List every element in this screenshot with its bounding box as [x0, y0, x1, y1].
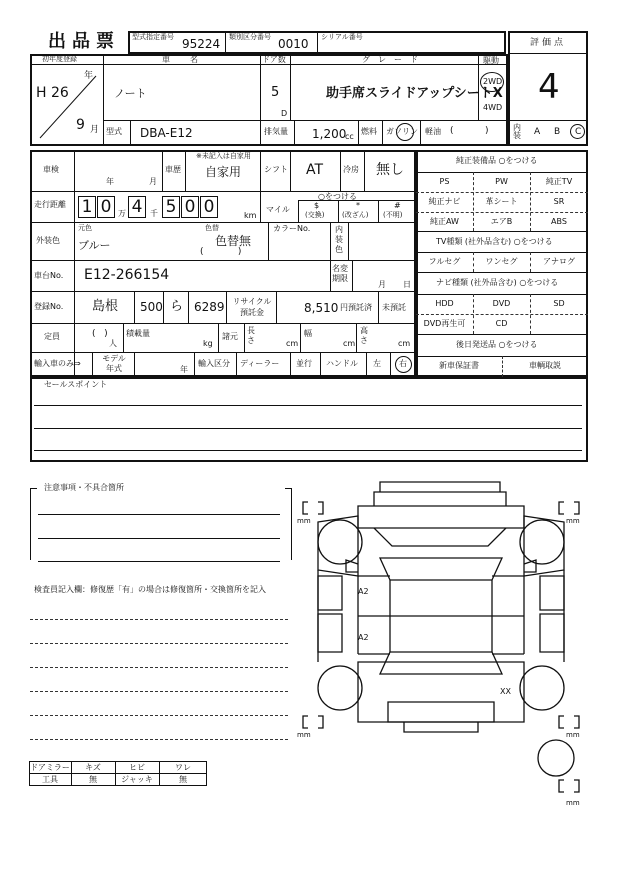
import-parallel[interactable]: 並行 [296, 359, 312, 368]
exchange-label: (交換) [305, 211, 325, 219]
first-reg-label: 初年度登録 [42, 55, 77, 63]
height-label: 高さ [360, 326, 368, 345]
chassis-label: 車台No. [34, 271, 64, 280]
score-value: 4 [538, 67, 560, 107]
name-label: 車名 [162, 55, 218, 64]
legend-jack: ジャッキ [121, 775, 153, 784]
details-grid [30, 150, 416, 377]
recycle-amount: 8,510 [304, 301, 339, 315]
tv-analog[interactable]: アナログ [543, 257, 575, 266]
chassis: E12-266154 [84, 267, 170, 283]
navi-title: ナビ種類 (社外品含む) ○をつける [436, 278, 559, 287]
later-manual[interactable]: 車輌取説 [529, 361, 561, 370]
mileage-digit: 0 [181, 196, 199, 218]
recycle-unit: 円預託済 [340, 303, 372, 312]
history-note: ※未記入は自家用 [196, 152, 251, 160]
exchange-mark: $ [314, 201, 320, 210]
reg-month: 9 [76, 117, 85, 133]
exterior-color: ブルー [78, 239, 111, 252]
equip-leather-seat[interactable]: 革シート [485, 197, 518, 206]
tampered-label: (改ざん) [342, 211, 369, 219]
handle-left[interactable]: 左 [373, 359, 381, 368]
sen-unit: 千 [150, 209, 158, 218]
repaint: 色替無 [215, 234, 252, 248]
displacement-label: 排気量 [264, 127, 288, 136]
legend-scratch: キズ [85, 763, 101, 772]
shift: AT [306, 162, 324, 178]
equip-ps[interactable]: PS [439, 177, 450, 186]
history: 自家用 [205, 165, 242, 179]
doors-label: ドア数 [262, 55, 286, 64]
capacity-label: 定員 [44, 332, 60, 341]
unknown-label: (不明) [383, 211, 403, 219]
category-no: 0010 [278, 37, 309, 51]
ac-label: 冷房 [343, 165, 359, 174]
equip-genuine-navi[interactable]: 純正ナビ [428, 197, 461, 206]
doors: 5 [271, 85, 280, 100]
later-title: 後日発送品 ○をつける [456, 340, 538, 349]
unknown-mark: # [394, 201, 401, 210]
recycle-label: リサイクル預託金 [232, 297, 272, 317]
genuine-title: 純正装備品 ○をつける [456, 156, 538, 165]
color-no-label: カラーNo. [273, 224, 311, 233]
damage-mark-xx: XX [500, 687, 511, 696]
drive-label: 駆動 [483, 56, 499, 65]
color-label: 外装色 [36, 236, 60, 245]
repaint-bracket: ( ) [200, 247, 242, 257]
tampered-mark: * [356, 201, 360, 210]
tv-title: TV種類 (社外品含む) ○をつける [436, 237, 553, 246]
navi-sd[interactable]: SD [553, 299, 565, 308]
mile-label: マイル [266, 205, 290, 214]
equip-abs[interactable]: ABS [551, 217, 567, 226]
era-year: H 26 [36, 85, 69, 101]
interior-a: A [534, 127, 541, 137]
serial-label: シリアル番号 [321, 33, 363, 41]
mileage-digit: 5 [162, 196, 180, 218]
tire-size-mm-front-right: mm [566, 517, 580, 525]
handle-right-circle [395, 356, 412, 373]
interior-label: 内装 [513, 123, 521, 140]
person-unit: 人 [109, 339, 117, 348]
drive-2wd: 2WD [483, 77, 503, 86]
shift-label: シフト [264, 165, 288, 174]
legend-door-mirror: ドアミラー [30, 763, 70, 772]
car-damage-diagram [288, 476, 588, 816]
man-unit: 万 [118, 209, 126, 218]
legend-crack: ヒビ [129, 763, 145, 772]
navi-dvd[interactable]: DVD [492, 299, 511, 308]
tire-size-mm-front-left: mm [297, 517, 311, 525]
mileage-label: 走行距離 [34, 200, 66, 209]
equip-genuine-tv[interactable]: 純正TV [545, 177, 573, 186]
km-unit: km [244, 211, 257, 220]
circle-note: ○をつける [318, 192, 357, 201]
interior-b: B [554, 127, 561, 137]
dims-label: 諸元 [222, 332, 238, 341]
fuel-label: 燃料 [361, 127, 377, 136]
legend-jack-value: 無 [179, 775, 187, 784]
tire-size-mm-spare: mm [566, 799, 580, 807]
reg-area: 島根 [92, 299, 119, 314]
cc-unit: cc [345, 132, 354, 141]
length-label: 長さ [247, 326, 255, 345]
door-type: D [281, 109, 288, 118]
inspection-month-unit: 月 [149, 177, 157, 186]
name-change-label: 名変期限 [332, 264, 348, 283]
history-label: 車歴 [165, 165, 181, 174]
ac: 無し [376, 162, 404, 178]
legend-break: ワレ [175, 763, 191, 772]
width-label: 幅 [304, 329, 312, 338]
car-name: ノート [114, 87, 147, 100]
model-label: 型式 [106, 127, 122, 136]
later-warranty[interactable]: 新車保証書 [439, 361, 479, 370]
fuel-light-oil: 軽油 [425, 127, 441, 136]
reg-class: 500 [140, 300, 163, 314]
height-cm: cm [398, 339, 411, 348]
orig-color-label: 元色 [78, 224, 92, 232]
reg-num: 6289 [194, 300, 225, 314]
month-unit: 月 [90, 125, 100, 135]
mileage-digit: 0 [97, 196, 115, 218]
damage-mark-a2-front: A2 [358, 587, 369, 596]
equip-sr[interactable]: SR [553, 197, 565, 206]
inspector-label: 検査員記入欄：修復歴「有」の場合は修復箇所・交換箇所を記入 [34, 585, 266, 594]
displacement: 1,200 [312, 127, 347, 141]
import-dealer[interactable]: ディーラー [240, 359, 280, 368]
handle-right[interactable]: 右 [399, 359, 407, 368]
handle-label: ハンドル [326, 359, 358, 368]
import-label: 輸入車のみ⇒ [34, 359, 81, 368]
name-change-day-unit: 日 [403, 280, 411, 289]
damage-mark-a2-rear: A2 [358, 633, 369, 642]
navi-dvd-play[interactable]: DVD再生可 [423, 319, 466, 328]
format-no: 95224 [182, 37, 221, 51]
legend-tools-value: 無 [89, 775, 97, 784]
reg-kana: ら [170, 299, 184, 314]
format-no-label: 型式指定番号 [132, 33, 174, 41]
inspection-label: 車検 [43, 165, 59, 174]
tv-oneseg[interactable]: ワンセグ [485, 257, 518, 266]
not-deposited: 未預託 [382, 303, 406, 312]
sales-points-label: セールスポイント [44, 380, 108, 389]
equip-airbag[interactable]: エアB [490, 217, 513, 226]
model: DBA-E12 [140, 126, 193, 140]
score-label: 評価点 [530, 38, 567, 48]
mileage-digit: 0 [200, 196, 218, 218]
reg-label: 登録No. [34, 302, 64, 311]
light-oil-bracket: ( ) [450, 126, 489, 136]
mileage-digit: 1 [78, 196, 96, 218]
grade: 助手席スライドアップシートX [326, 86, 503, 101]
capacity-bracket: ( ) [92, 329, 108, 339]
grade-label: グレード [362, 55, 426, 64]
year-unit: 年 [84, 71, 94, 81]
legend-tools: 工具 [42, 775, 58, 784]
interior-c-circle [570, 124, 585, 139]
repaint-label: 色替 [205, 224, 219, 232]
tv-fullseg[interactable]: フルセグ [428, 257, 461, 266]
mileage-digit: 4 [128, 196, 146, 218]
length-cm: cm [286, 339, 299, 348]
interior-color-label: 内装色 [335, 225, 343, 254]
interior-c: C [575, 127, 582, 137]
kg-unit: kg [203, 339, 213, 348]
tire-size-mm-rear-right: mm [566, 731, 580, 739]
fuel-gasoline: ガソリン [386, 127, 418, 136]
drive-2wd-circle [480, 72, 504, 92]
navi-cd[interactable]: CD [495, 319, 508, 328]
import-type-label: 輸入区分 [198, 359, 230, 368]
inspection-year-unit: 年 [106, 177, 114, 186]
load-label: 積載量 [126, 329, 150, 338]
tire-size-mm-rear-left: mm [297, 731, 311, 739]
model-year-label: モデル年式 [102, 354, 126, 373]
notes-bracket [30, 488, 292, 560]
notes-label: 注意事項・不具合箇所 [44, 483, 124, 492]
equip-pw[interactable]: PW [495, 177, 508, 186]
width-cm: cm [343, 339, 356, 348]
model-year-unit: 年 [180, 365, 188, 374]
equip-genuine-aw[interactable]: 純正AW [430, 217, 459, 226]
name-change-month-unit: 月 [378, 280, 386, 289]
category-no-label: 類別区分番号 [229, 33, 271, 41]
page-title: 出品票 [48, 31, 120, 52]
fuel-circle [396, 123, 414, 141]
drive-4wd: 4WD [483, 103, 503, 112]
navi-hdd[interactable]: HDD [435, 299, 454, 308]
